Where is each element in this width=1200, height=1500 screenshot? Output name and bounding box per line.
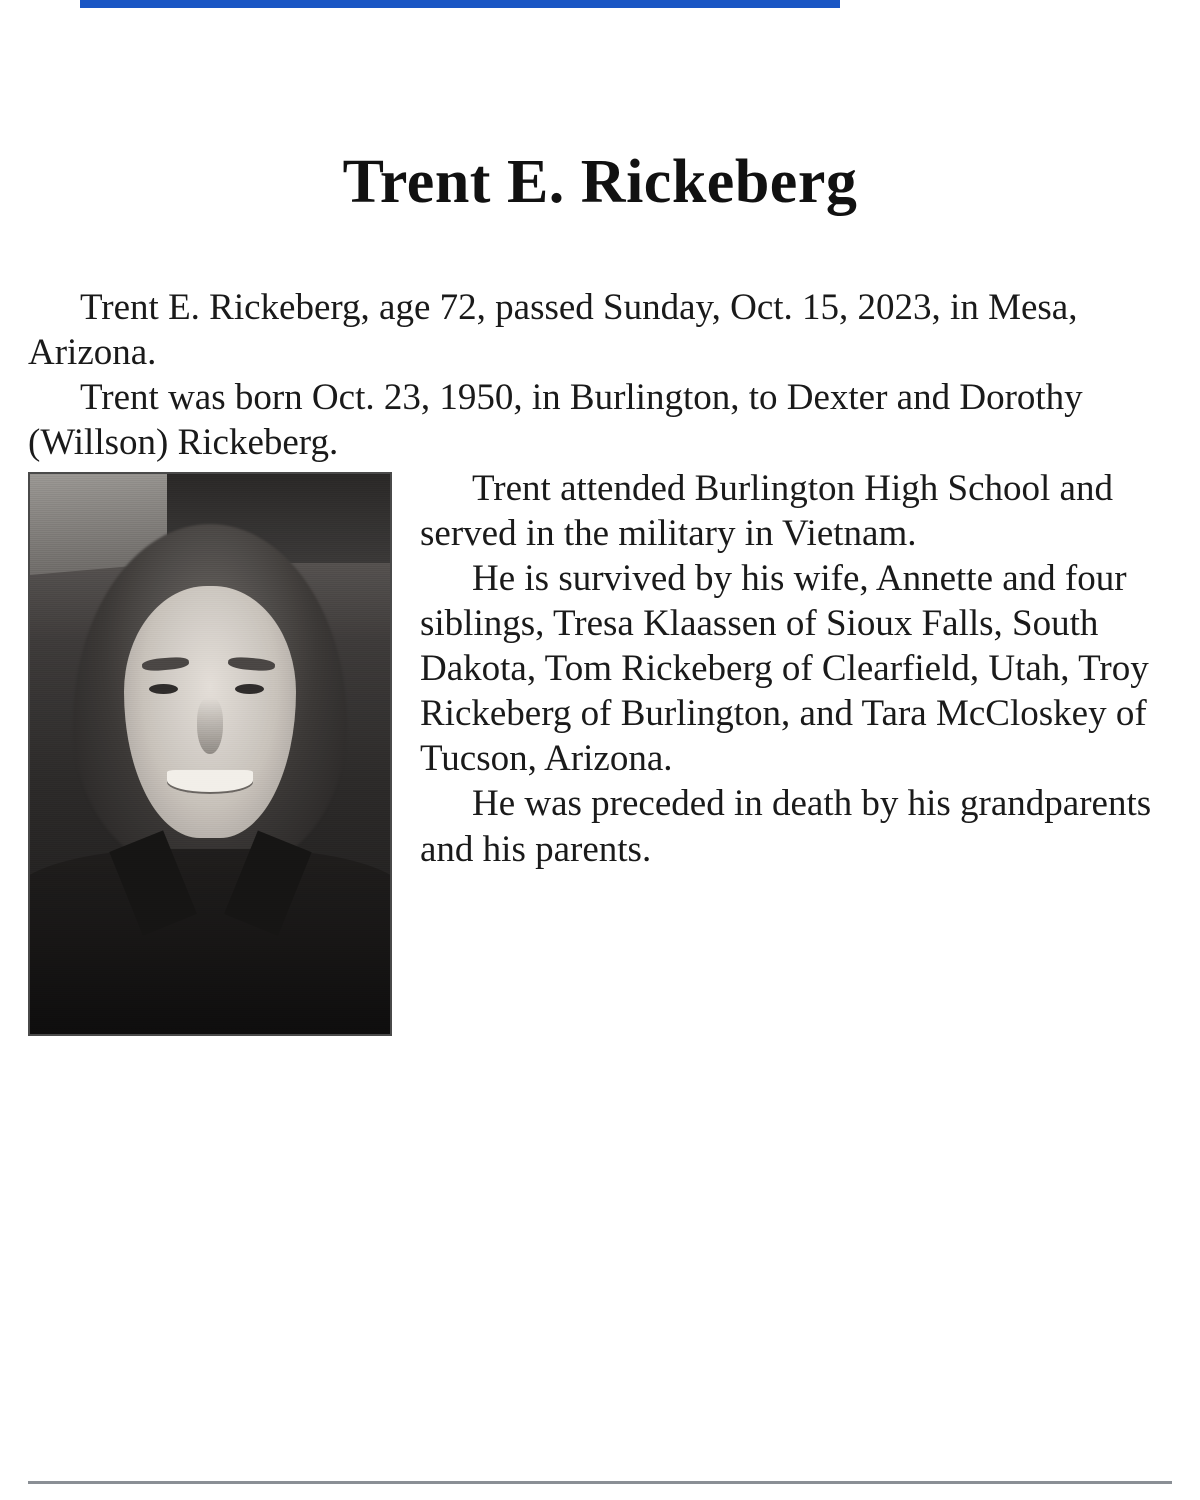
paragraph-education-military: Trent attended Burlington High School and served in the military in Vietnam. — [420, 467, 1113, 554]
paragraph-birth: Trent was born Oct. 23, 1950, in Burlington, to Dexter and Dorothy (Willson) Rickeberg. — [28, 377, 1083, 464]
paragraph-death-notice: Trent E. Rickeberg, age 72, passed Sunday, Oct. 15, 2023, in Mesa, Arizona. — [28, 287, 1078, 374]
photo-eye-left — [149, 684, 178, 694]
obituary-body — [28, 285, 1172, 1046]
page-title: Trent E. Rickeberg — [342, 148, 858, 216]
photo-eye-right — [235, 684, 264, 694]
photo-shirt — [28, 849, 392, 1034]
paragraph-preceded-in-death: He was preceded in death by his grandparents and his parents. — [420, 783, 1152, 870]
top-blue-rule — [80, 0, 840, 8]
paragraph-survivors: He is survived by his wife, Annette and four siblings, Tresa Klaassen of Sioux Falls, South Dakota, Tom Rickeberg of Clearfield, Utah, Troy Rickeberg of Burlington, and Tara McCloskey of Tucson, Arizona. — [420, 557, 1149, 780]
photo-nose — [197, 698, 222, 754]
obituary-article — [28, 150, 1172, 1046]
portrait-photo — [28, 472, 392, 1036]
bottom-divider-rule — [28, 1481, 1172, 1484]
photo-smile — [167, 770, 253, 794]
